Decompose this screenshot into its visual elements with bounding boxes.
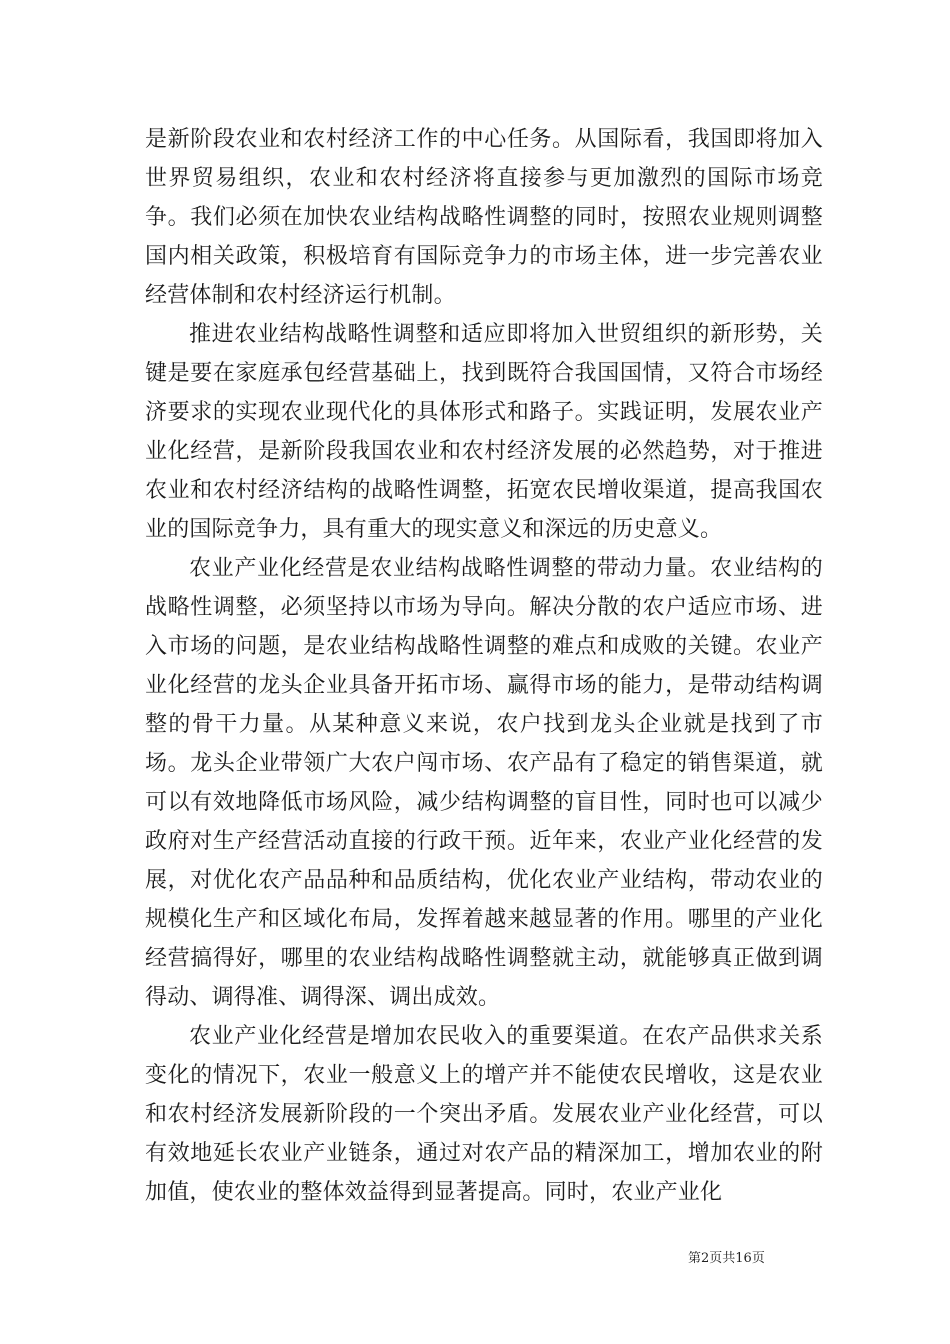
paragraph-2: 推进农业结构战略性调整和适应即将加入世贸组织的新形势，关键是要在家庭承包经营基础上，找到既符合我国国情，又符合市场经济要求的实现农业现代化的具体形式和路子。实践证明，发展农业产业化经营，是新阶段我国农业和农村经济发展的必然趋势，对于推进农业和农村经济结构的战略性调整，拓宽农民增收渠道，提高我国农业的国际竞争力，具有重大的现实意义和深远的历史意义。 — [145, 322, 823, 542]
paragraph-1: 是新阶段农业和农村经济工作的中心任务。从国际看，我国即将加入世界贸易组织，农业和农村经济将直接参与更加激烈的国际市场竞争。我们必须在加快农业结构战略性调整的同时，按照农业规则调整国内相关政策，积极培育有国际竞争力的市场主体，进一步完善农业经营体制和农村经济运行机制。 — [145, 127, 823, 308]
paragraph-4: 农业产业化经营是增加农民收入的重要渠道。在农产品供求关系变化的情况下，农业一般意义上的增产并不能使农民增收，这是农业和农村经济发展新阶段的一个突出矛盾。发展农业产业化经营，可以有效地延长农业产业链条，通过对农产品的精深加工，增加农业的附加值，使农业的整体效益得到显著提高。同时，农业产业化 — [145, 1024, 823, 1205]
page-number-footer: 第2页共16页 — [688, 1251, 765, 1266]
paragraph-3: 农业产业化经营是农业结构战略性调整的带动力量。农业结构的战略性调整，必须坚持以市场为导向。解决分散的农户适应市场、进入市场的问题，是农业结构战略性调整的难点和成败的关键。农业产业化经营的龙头企业具备开拓市场、赢得市场的能力，是带动结构调整的骨干力量。从某种意义来说，农户找到龙头企业就是找到了市场。龙头企业带领广大农户闯市场、农产品有了稳定的销售渠道，就可以有效地降低市场风险，减少结构调整的盲目性，同时也可以减少政府对生产经营活动直接的行政干预。近年来，农业产业化经营的发展，对优化农产品品种和品质结构，优化农业产业结构，带动农业的规模化生产和区域化布局，发挥着越来越显著的作用。哪里的产业化经营搞得好，哪里的农业结构战略性调整就主动，就能够真正做到调得动、调得准、调得深、调出成效。 — [145, 556, 823, 1010]
document-body — [145, 120, 823, 1212]
